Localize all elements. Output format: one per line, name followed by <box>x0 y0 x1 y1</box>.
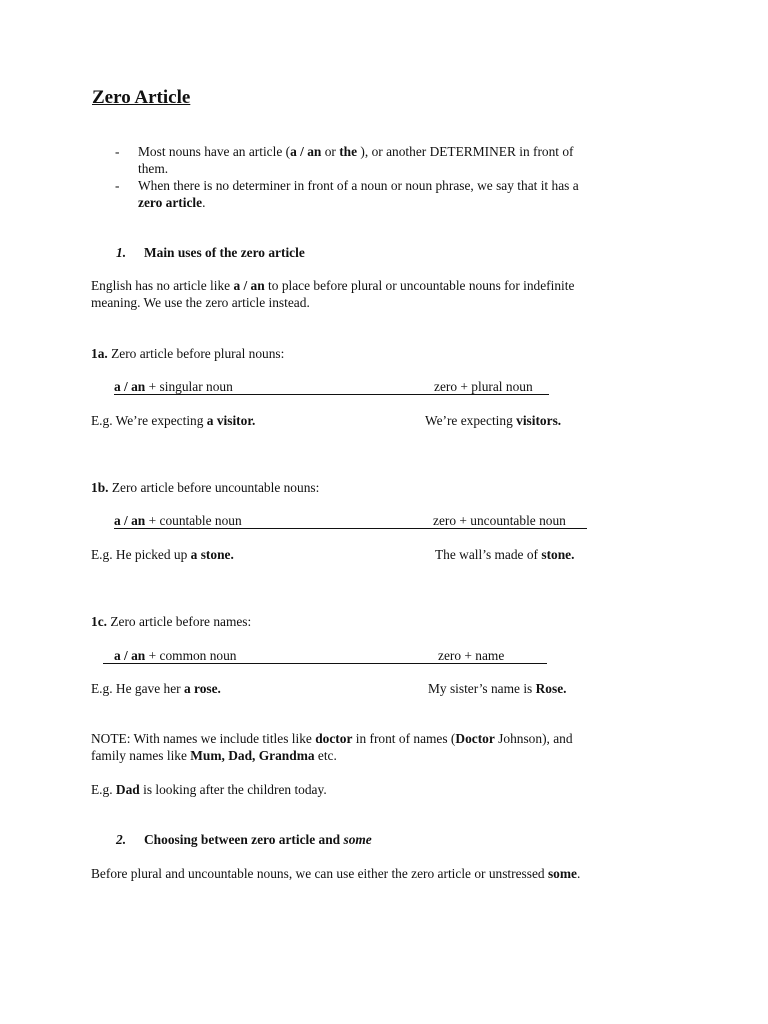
text-run: E.g. He gave her <box>91 681 184 696</box>
note-line-2 <box>91 747 337 764</box>
section-number: 2. <box>116 832 127 847</box>
text-run: . <box>576 866 581 881</box>
example-1c-right <box>428 680 567 697</box>
note-example <box>91 781 327 798</box>
subsection-label: 1b. <box>91 480 109 495</box>
text-run: to place before plural or uncountable nouns for indefinite <box>264 278 575 293</box>
comparison-row-1c <box>103 647 547 664</box>
text-run: E.g. He picked up <box>91 547 191 562</box>
text-run: in front of names ( <box>352 731 456 746</box>
text-run: English has no article like <box>91 278 234 293</box>
bold-run: a / an <box>233 278 265 293</box>
bold-run: a / an <box>290 144 322 159</box>
section-2-text <box>91 865 580 882</box>
bullet-2-line-2 <box>138 194 205 211</box>
text-run: Zero article before plural nouns: <box>107 346 285 361</box>
example-1b-left <box>91 546 234 563</box>
comparison-right: zero + plural noun <box>434 379 533 394</box>
text-run: NOTE: With names we include titles like <box>91 731 316 746</box>
bold-run: Mum, Dad, Grandma <box>190 748 315 763</box>
bold-run: a stone. <box>190 547 234 562</box>
text-run: Most nouns have an article ( <box>138 144 291 159</box>
text-run: Zero article before uncountable nouns: <box>108 480 320 495</box>
text-run: is looking after the children today. <box>139 782 327 797</box>
example-1a-left <box>91 412 255 429</box>
text-run: etc. <box>314 748 337 763</box>
bold-run: a rose. <box>183 681 221 696</box>
intro-line-2: meaning. We use the zero article instead. <box>91 295 310 310</box>
bold-run: doctor <box>315 731 353 746</box>
subsection-label: 1c. <box>91 614 107 629</box>
bold-run: Dad <box>115 782 140 797</box>
bold-run: a visitor. <box>206 413 256 428</box>
example-1b-right <box>435 546 574 563</box>
subsection-1c-heading <box>91 613 251 630</box>
bold-run: a / an <box>114 648 146 663</box>
comparison-right: zero + uncountable noun <box>433 513 566 528</box>
note-line-1 <box>91 730 573 747</box>
comparison-left <box>114 378 233 395</box>
text-run: + singular noun <box>145 379 233 394</box>
text-run: E.g. We’re expecting <box>91 413 207 428</box>
text-run: ), or another DETERMINER in front of <box>357 144 574 159</box>
section-number: 1. <box>116 245 127 260</box>
subsection-label: 1a. <box>91 346 108 361</box>
subsection-1b-heading <box>91 479 319 496</box>
bold-run: zero article <box>138 195 203 210</box>
bold-run: the <box>339 144 358 159</box>
text-run: Zero article before names: <box>107 614 252 629</box>
bullet-2-line-1: When there is no determiner in front of a noun or noun phrase, we say that it has a <box>138 178 579 193</box>
heading-text: Main uses of the zero article <box>144 245 305 260</box>
bold-run: stone. <box>541 547 575 562</box>
example-1c-left <box>91 680 221 697</box>
bullet-1-line-2: them. <box>138 161 169 176</box>
bold-run: some <box>547 866 577 881</box>
comparison-left <box>114 512 242 529</box>
bold-run: Doctor <box>455 731 495 746</box>
page-title: Zero Article <box>92 87 191 108</box>
text-run: Before plural and uncountable nouns, we can use either the zero article or unstressed <box>91 866 548 881</box>
text-run: My sister’s name is <box>428 681 536 696</box>
text-run: Johnson), and <box>494 731 573 746</box>
bold-run: visitors. <box>516 413 562 428</box>
section-1-heading <box>116 244 305 261</box>
text-run: or <box>321 144 340 159</box>
text-run: + countable noun <box>145 513 242 528</box>
italic-run: some <box>343 832 372 847</box>
comparison-row-1b <box>114 512 587 529</box>
text-run: family names like <box>91 748 191 763</box>
comparison-right: zero + name <box>438 648 505 663</box>
subsection-1a-heading <box>91 345 284 362</box>
text-run: The wall’s made of <box>435 547 542 562</box>
heading-text: Choosing between zero article and <box>144 832 344 847</box>
text-run: . <box>202 195 206 210</box>
text-run: + common noun <box>145 648 237 663</box>
bullet-dash: - <box>115 178 120 193</box>
bold-run: a / an <box>114 379 146 394</box>
example-1a-right <box>425 412 561 429</box>
bold-run: Rose. <box>535 681 567 696</box>
intro-line-1 <box>91 277 574 294</box>
bullet-dash: - <box>115 144 120 159</box>
bold-run: a / an <box>114 513 146 528</box>
bullet-1-line-1 <box>138 143 574 160</box>
comparison-left <box>114 647 237 664</box>
section-2-heading <box>116 831 372 848</box>
text-run: We’re expecting <box>425 413 517 428</box>
comparison-row-1a <box>114 378 549 395</box>
text-run: E.g. <box>91 782 116 797</box>
